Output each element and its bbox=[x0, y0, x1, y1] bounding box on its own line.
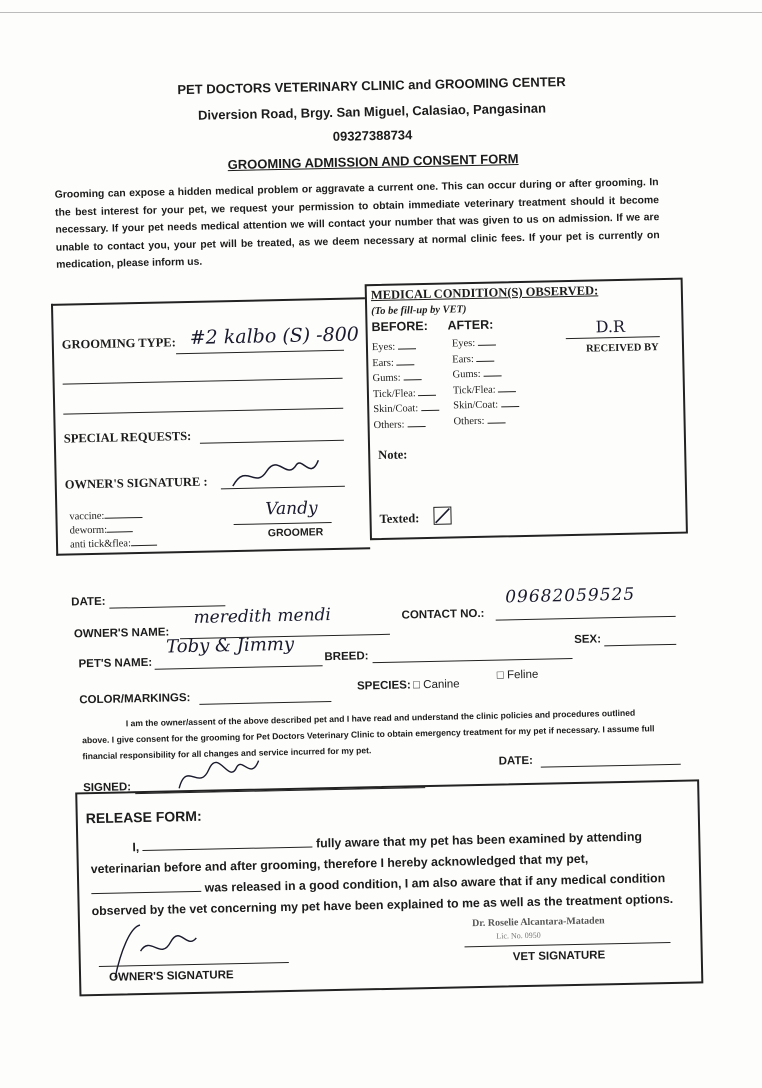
grooming-type-line bbox=[176, 350, 344, 355]
intro-paragraph: Grooming can expose a hidden medical problem or aggravate a current one. This can occur during or after grooming. In the best interest for your pet, we request your permission to obtain immediate veterinary treatment should it become necessary. If your pet needs medical attention we will contact your number that was given to us on admission. If we are unable to contact you, your pet will be treated, as we deem necessary at normal clinic fees. If your pet is currently on medication, please inform us. bbox=[54, 177, 660, 271]
received-by-line bbox=[566, 336, 660, 339]
vet-lic-stamp: Lic. No. 0950 bbox=[496, 930, 541, 941]
breed-line[interactable] bbox=[373, 658, 573, 663]
sex-line[interactable] bbox=[604, 644, 676, 647]
vet-signature-line[interactable] bbox=[465, 942, 671, 947]
texted-label: Texted: bbox=[379, 511, 420, 527]
vet-signature-label: VET SIGNATURE bbox=[512, 949, 606, 964]
special-requests-label: SPECIAL REQUESTS: bbox=[63, 428, 192, 446]
condition-label: Ears: bbox=[452, 353, 477, 365]
release-owner-blank[interactable] bbox=[143, 846, 313, 851]
pet-name-line[interactable] bbox=[155, 665, 323, 670]
date2-line[interactable] bbox=[541, 764, 681, 768]
check-mark-icon bbox=[434, 508, 450, 524]
date2-label: DATE: bbox=[498, 754, 534, 768]
condition-item bbox=[452, 335, 518, 352]
consent-line-2: above. I give consent for the grooming for Pet Doctors Veterinary Clinic to obtain emergency treatment for my pet if necessary. I assume full bbox=[82, 723, 655, 746]
pet-name-value[interactable]: Toby & Jimmy bbox=[165, 633, 295, 658]
species-feline-option[interactable]: □ Feline bbox=[496, 668, 539, 682]
owner-signature-label: OWNER'S SIGNATURE : bbox=[64, 474, 208, 492]
condition-label: Tick/Flea: bbox=[452, 383, 499, 396]
condition-label: Others: bbox=[453, 415, 488, 427]
release-title: RELEASE FORM: bbox=[85, 807, 202, 827]
condition-item bbox=[372, 354, 438, 371]
before-label: BEFORE: bbox=[371, 318, 428, 335]
condition-blank[interactable] bbox=[398, 348, 416, 349]
after-label: AFTER: bbox=[447, 317, 494, 333]
release-line-1: I, fully aware that my pet has been examined by attending bbox=[132, 829, 643, 855]
release-form-box bbox=[75, 779, 703, 996]
medical-subtitle: (To be fill-up by VET) bbox=[371, 304, 467, 318]
condition-label: Eyes: bbox=[371, 341, 399, 354]
condition-blank[interactable] bbox=[483, 375, 501, 376]
pet-name-label: PET'S NAME: bbox=[78, 656, 153, 671]
after-conditions-list bbox=[452, 335, 519, 429]
color-markings-label: COLOR/MARKINGS: bbox=[79, 692, 191, 707]
condition-blank[interactable] bbox=[418, 394, 436, 395]
condition-label: Skin/Coat: bbox=[373, 403, 421, 416]
condition-blank[interactable] bbox=[476, 360, 494, 361]
grooming-blank-line-1 bbox=[63, 378, 343, 385]
condition-item bbox=[372, 339, 438, 356]
groomer-line bbox=[234, 522, 332, 525]
species-label: SPECIES: bbox=[356, 679, 411, 693]
grooming-blank-line-2 bbox=[63, 408, 343, 415]
condition-blank[interactable] bbox=[498, 391, 516, 392]
vet-name-stamp: Dr. Roselie Alcantara-Mataden bbox=[471, 915, 605, 930]
color-markings-line[interactable] bbox=[199, 701, 331, 705]
contact-value[interactable]: 09682059525 bbox=[505, 584, 636, 608]
release-line-3: was released in a good condition, I am also aware that if any medical condition bbox=[91, 868, 689, 902]
condition-item bbox=[453, 413, 519, 430]
medical-box bbox=[365, 278, 688, 541]
condition-item bbox=[372, 370, 438, 387]
vaccine-label: vaccine: bbox=[69, 510, 142, 523]
groomer-label: GROOMER bbox=[267, 526, 324, 540]
received-by-value: D.R bbox=[595, 316, 626, 337]
condition-label: Gums: bbox=[452, 368, 484, 381]
release-paragraph bbox=[90, 826, 690, 923]
sex-label: SEX: bbox=[574, 633, 602, 646]
grooming-type-value[interactable]: #2 kalbo (S) -800 bbox=[189, 323, 360, 349]
contact-label: CONTACT NO.: bbox=[401, 607, 485, 622]
note-label: Note: bbox=[378, 447, 408, 463]
before-conditions-list bbox=[372, 339, 439, 433]
signed-label: SIGNED: bbox=[83, 781, 132, 795]
grooming-type-label: GROOMING TYPE: bbox=[61, 335, 176, 352]
condition-item bbox=[453, 397, 519, 414]
consent-line-3: financial responsibility for all changes and service incurred for my pet. bbox=[82, 745, 372, 762]
canine-checkbox[interactable]: □ bbox=[412, 679, 424, 692]
condition-label: Skin/Coat: bbox=[453, 399, 501, 412]
anti-tick-flea-label: anti tick&flea: bbox=[70, 538, 157, 551]
texted-checkbox[interactable] bbox=[433, 506, 451, 524]
breed-label: BREED: bbox=[324, 650, 369, 664]
condition-label: Gums: bbox=[372, 372, 404, 385]
condition-label: Eyes: bbox=[451, 337, 478, 350]
deworm-label: deworm: bbox=[70, 524, 134, 536]
condition-label: Tick/Flea: bbox=[372, 387, 419, 400]
condition-blank[interactable] bbox=[478, 345, 496, 346]
groomer-value: Vandy bbox=[265, 498, 318, 520]
special-requests-line[interactable] bbox=[200, 440, 344, 444]
feline-checkbox[interactable]: □ bbox=[496, 669, 508, 682]
received-by-label: RECEIVED BY bbox=[585, 342, 659, 355]
medical-title: MEDICAL CONDITION(S) OBSERVED: bbox=[370, 283, 599, 303]
release-line-2: veterinarian before and after grooming, therefore I hereby acknowledged that my pet, bbox=[90, 851, 589, 877]
condition-blank[interactable] bbox=[501, 406, 519, 407]
condition-blank[interactable] bbox=[403, 379, 421, 380]
grooming-box bbox=[51, 297, 370, 556]
owner-name-value[interactable]: meredith mendi bbox=[193, 605, 332, 628]
condition-item bbox=[452, 366, 518, 383]
condition-blank[interactable] bbox=[487, 422, 505, 423]
clinic-address: Diversion Road, Brgy. San Miguel, Calasiao, Pangasinan bbox=[197, 100, 547, 123]
condition-item bbox=[373, 385, 439, 402]
release-owner-signature-label: OWNER'S SIGNATURE bbox=[108, 969, 234, 984]
clinic-phone: 09327388734 bbox=[332, 127, 413, 144]
condition-item bbox=[452, 351, 518, 368]
form-title: GROOMING ADMISSION AND CONSENT FORM bbox=[227, 151, 519, 173]
condition-blank[interactable] bbox=[397, 364, 415, 365]
owner-signature-scribble bbox=[226, 450, 327, 496]
condition-label: Ears: bbox=[372, 357, 397, 369]
owner-name-label: OWNER'S NAME: bbox=[73, 626, 170, 641]
condition-item bbox=[373, 416, 439, 433]
date-label: DATE: bbox=[71, 595, 106, 609]
condition-item bbox=[453, 382, 519, 399]
consent-line-1: I am the owner/assent of the above described pet and I have read and understand the clinic policies and procedures outlined bbox=[125, 707, 636, 729]
condition-blank[interactable] bbox=[421, 410, 439, 411]
condition-label: Others: bbox=[373, 418, 408, 431]
species-canine-option[interactable]: □ Canine bbox=[412, 678, 460, 692]
clinic-name: PET DOCTORS VETERINARY CLINIC and GROOMING CENTER bbox=[177, 74, 566, 98]
contact-line[interactable] bbox=[496, 616, 676, 621]
release-pet-blank[interactable] bbox=[91, 891, 201, 894]
condition-item bbox=[373, 401, 439, 418]
release-line-4: observed by the vet concerning my pet have been explained to me as well as the treatment options. bbox=[91, 891, 674, 919]
condition-blank[interactable] bbox=[407, 426, 425, 427]
